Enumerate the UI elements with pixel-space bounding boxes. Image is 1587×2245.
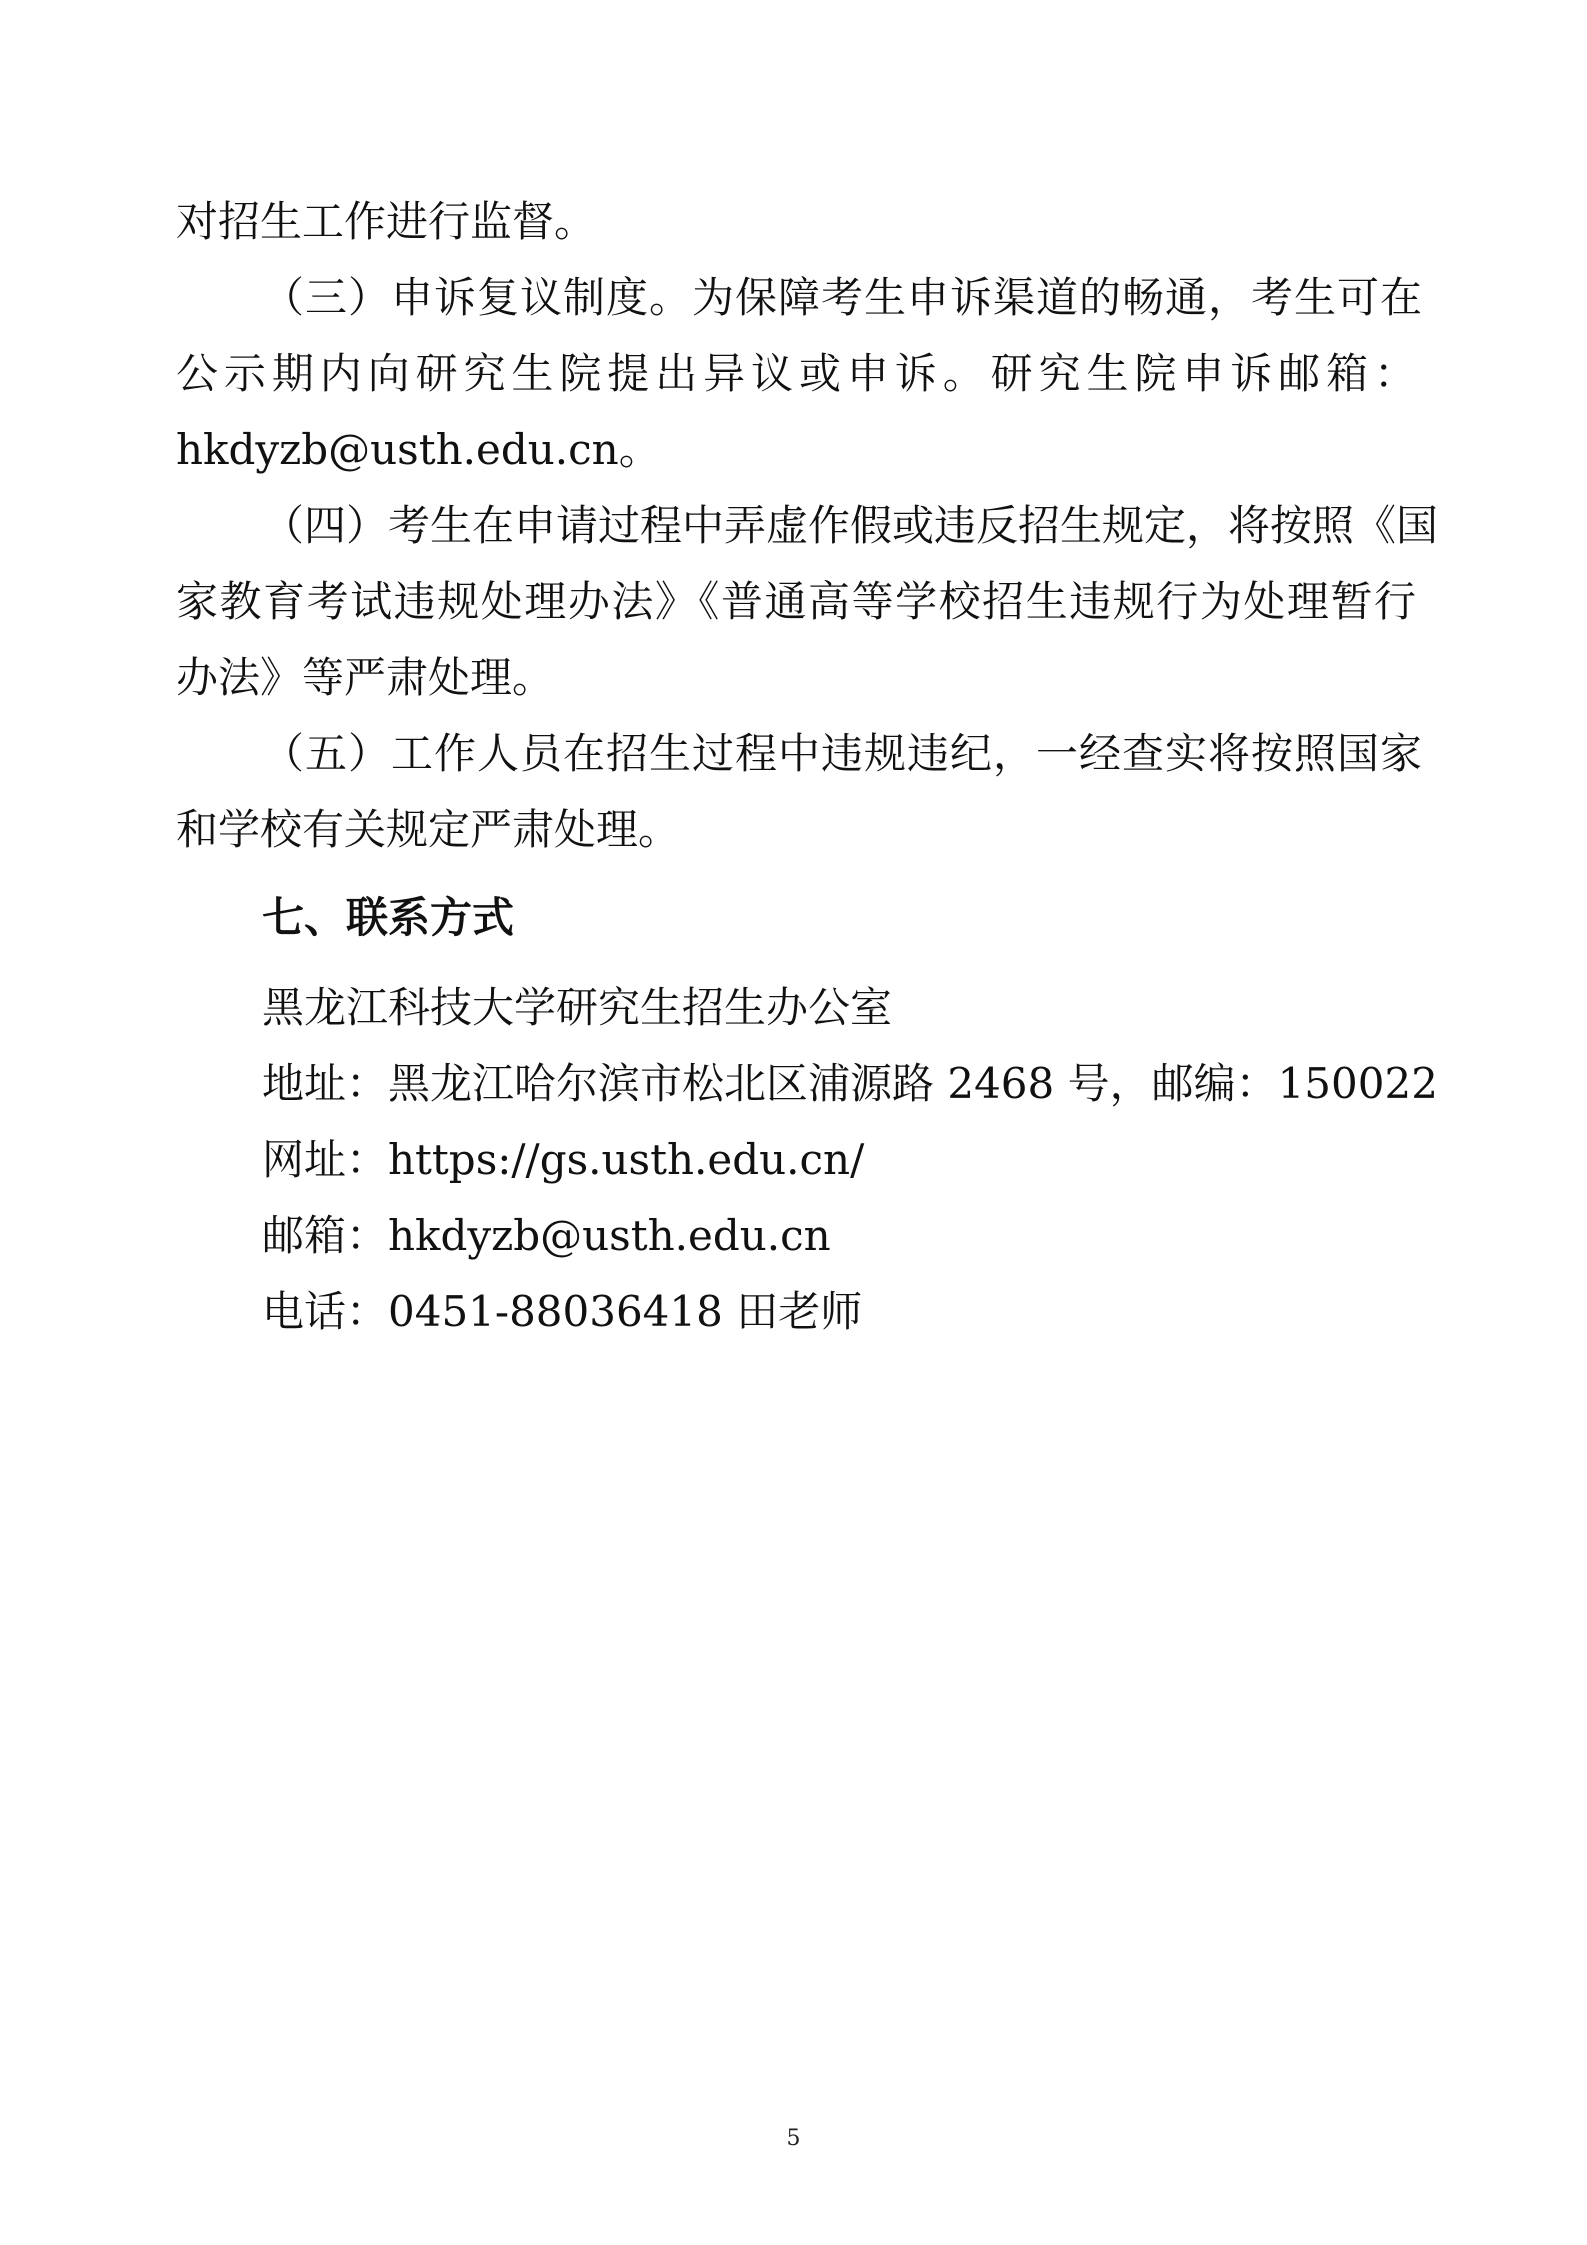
paragraph-line: hkdyzb@usth.edu.cn。 [176,425,661,474]
paragraph-line: 对招生工作进行监督。 [176,197,597,246]
paragraph-line: 家教育考试违规处理办法》《普通高等学校招生违规行为处理暂行 [176,577,1416,626]
contact-email: 邮箱：hkdyzb@usth.edu.cn [262,1211,831,1260]
paragraph-line: 公示期内向研究生院提出异议或申诉。研究生院申诉邮箱： [176,349,1416,398]
contact-office: 黑龙江科技大学研究生招生办公室 [262,983,893,1032]
contact-phone: 电话：0451-88036418 田老师 [262,1287,863,1336]
paragraph-line: （五）工作人员在招生过程中违规违纪，一经查实将按照国家 [262,729,1422,778]
contact-website: 网址：https://gs.usth.edu.cn/ [262,1135,865,1184]
paragraph-line: （三）申诉复议制度。为保障考生申诉渠道的畅通，考生可在 [262,273,1422,322]
paragraph-line: （四）考生在申请过程中弄虚作假或违反招生规定，将按照《国 [262,501,1439,550]
section-heading: 七、联系方式 [262,893,515,942]
paragraph-line: 和学校有关规定严肃处理。 [176,805,681,854]
page-number: 5 [786,2126,801,2151]
contact-address: 地址：黑龙江哈尔滨市松北区浦源路 2468 号，邮编：150022 [262,1059,1438,1108]
paragraph-line: 办法》等严肃处理。 [176,653,555,702]
